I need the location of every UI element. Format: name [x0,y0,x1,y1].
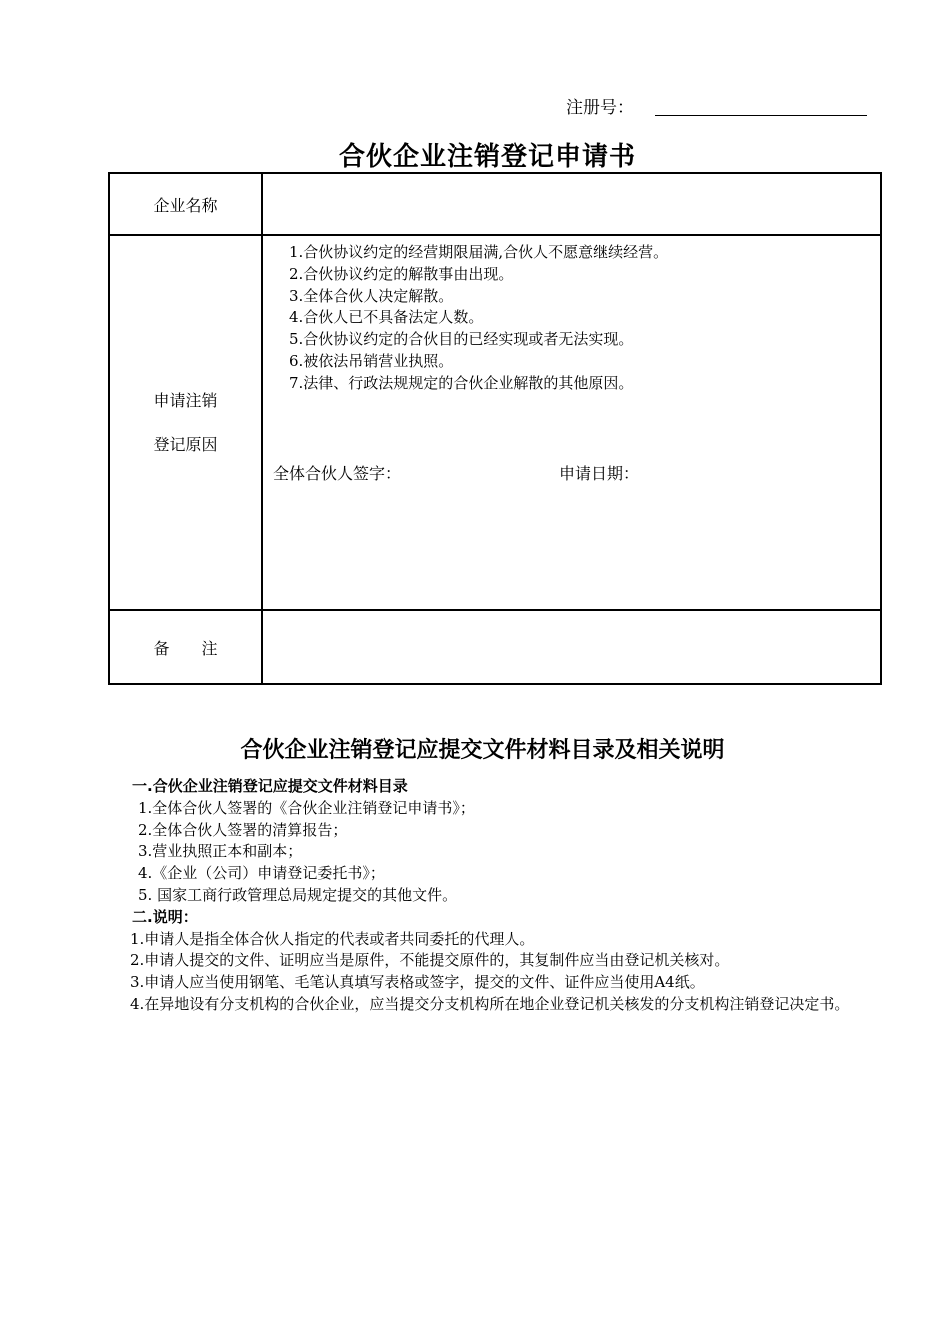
materials-heading: 一.合伙企业注销登记应提交文件材料目录 [132,777,408,795]
remarks-field[interactable] [262,610,881,684]
explanation-item: 2.申请人提交的文件、证明应当是原件，不能提交原件的，其复制件应当由登记机关核对。 [130,951,730,970]
reason-label [109,235,262,610]
material-item: 2.全体合伙人签署的清算报告； [138,820,348,839]
application-form-table [108,172,882,685]
reason-cell [262,235,881,610]
registration-number-field[interactable] [655,115,867,116]
reason-item: 4.合伙人已不具备法定人数。 [289,308,484,327]
reason-item: 2.合伙协议约定的解散事由出现。 [289,264,514,283]
section-title: 合伙企业注销登记应提交文件材料目录及相关说明 [240,737,725,763]
reason-label-line2: 登记原因 [153,434,218,454]
reason-list [263,236,880,395]
signature-label[interactable]: 全体合伙人签字： [273,463,402,483]
reason-item: 3.全体合伙人决定解散。 [289,286,454,305]
company-name-label: 企业名称 [109,173,262,235]
company-name-field[interactable] [262,173,881,235]
explain-heading: 二.说明： [132,907,198,926]
explanation-item: 4.在异地设有分支机构的合伙企业，应当提交分支机构所在地企业登记机关核发的分支机构注销登记决定书。 [130,994,850,1013]
material-item: 4.《企业（公司）申请登记委托书》； [138,864,385,883]
registration-number-label: 注册号： [566,98,634,118]
reason-item: 7.法律、行政法规规定的合伙企业解散的其他原因。 [289,373,634,392]
signature-row [263,461,880,509]
material-item: 3.营业执照正本和副本； [138,842,303,861]
reason-item: 1.合伙协议约定的经营期限届满,合伙人不愿意继续经营。 [289,243,669,261]
explanation-item: 3.申请人应当使用钢笔、毛笔认真填写表格或签字，提交的文件、证件应当使用A4纸。 [130,973,705,992]
reason-item: 5.合伙协议约定的合伙目的已经实现或者无法实现。 [289,330,634,349]
page-title: 合伙企业注销登记申请书 [338,142,636,172]
reason-item: 6.被依法吊销营业执照。 [289,351,454,370]
explanation-item: 1.申请人是指全体合伙人指定的代表或者共同委托的代理人。 [130,929,535,948]
reason-label-line1: 申请注销 [153,390,218,410]
date-label[interactable]: 申请日期： [559,463,640,483]
material-item: 5. 国家工商行政管理总局规定提交的其他文件。 [138,885,458,904]
material-item: 1.全体合伙人签署的《合伙企业注销登记申请书》； [138,798,475,817]
instructions [90,776,880,1016]
remarks-label: 备 注 [109,610,262,684]
